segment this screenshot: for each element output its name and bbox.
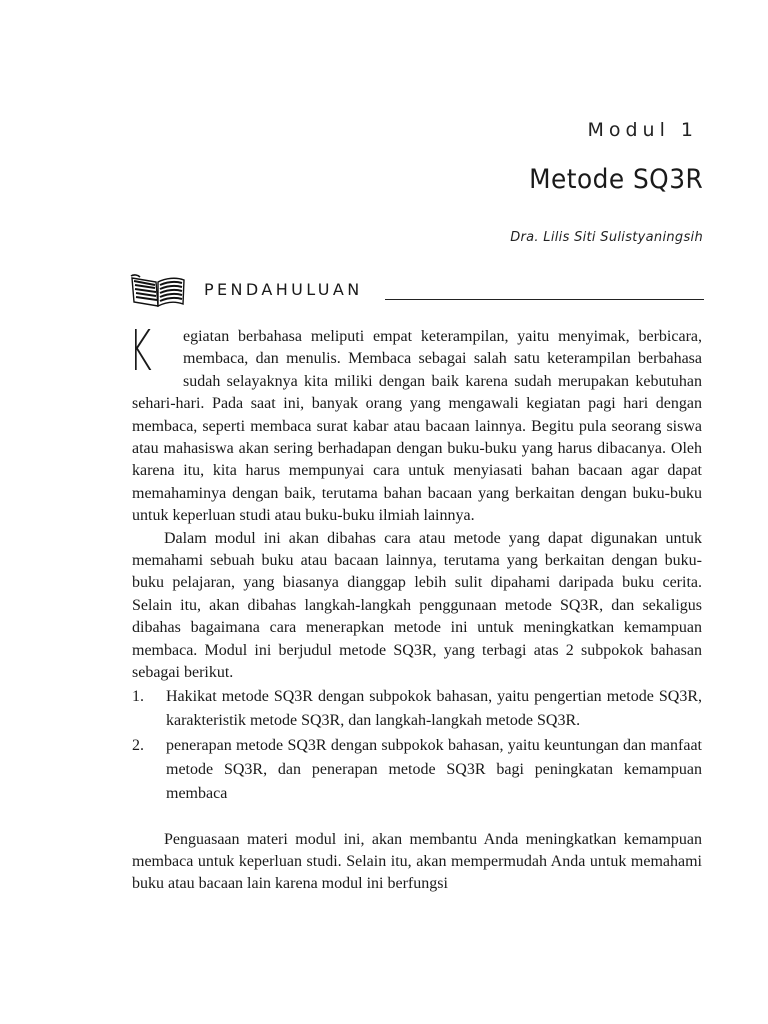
list-item-text: penerapan metode SQ3R dengan subpokok bahasan, yaitu keuntungan dan manfaat metode SQ3R, dan penerapan metode SQ3R bagi peningkatan kemampuan membaca: [166, 736, 702, 802]
list-item-number: 2.: [132, 736, 144, 754]
paragraph-benefit: Penguasaan materi modul ini, akan membantu Anda meningkatkan kemampuan membaca untuk keperluan studi. Selain itu, akan mempermudah Anda untuk memahami buku atau bacaan lain karena modul ini berfungsi: [132, 830, 702, 893]
section-rule: [385, 299, 704, 300]
paragraph-scope: Dalam modul ini akan dibahas cara atau metode yang dapat digunakan untuk memahami sebuah buku atau bacaan lainnya, terutama yang berkaitan dengan buku-buku pelajaran, yang biasanya dianggap lebih sulit dipahami daripada buku cerita. Selain itu, akan dibahas langkah-langkah penggunaan metode SQ3R, dan sekaligus dibahas bagaimana cara menerapkan metode ini untuk meningkatkan kemampuan membaca. Modul ini berjudul metode SQ3R, yang terbagi atas 2 subpokok bahasan sebagai berikut.: [132, 529, 702, 682]
list-item: [132, 734, 702, 806]
paragraph-intro-text: egiatan berbahasa meliputi empat keterampilan, yaitu menyimak, berbicara, membaca, dan menulis. Membaca sebagai salah satu keterampilan berbahasa sudah selayaknya kita miliki dengan baik karena sudah merupakan kebutuhan sehari-hari. Pada saat ini, banyak orang yang mengawali kegiatan pagi hari dengan membaca, seperti membaca surat kabar atau bacaan lainnya. Begitu pula seorang siswa atau mahasiswa akan sering berhadapan dengan buku-buku yang harus dibacanya. Oleh karena itu, kita harus mempunyai cara untuk menyiasati bahan bacaan agar dapat memahaminya dengan baik, terutama bahan bacaan yang berkaitan dengan buku-buku untuk keperluan studi atau buku-buku ilmiah lainnya.: [132, 328, 702, 525]
open-book-icon: [130, 272, 186, 308]
subtopic-list: [132, 685, 702, 806]
section-title: PENDAHULUAN: [204, 280, 363, 299]
drop-cap: K: [129, 319, 152, 384]
page-title: Metode SQ3R: [528, 164, 703, 195]
paragraph-intro: [129, 319, 702, 528]
list-item-number: 1.: [132, 687, 144, 705]
author-name: Dra. Lilis Siti Sulistyaningsih: [510, 230, 703, 245]
body-text: [129, 319, 702, 896]
module-label: Modul 1: [587, 119, 698, 141]
list-item-text: Hakikat metode SQ3R dengan subpokok bahasan, yaitu pengertian metode SQ3R, karakteristik metode SQ3R, dan langkah-langkah metode SQ3R.: [166, 687, 702, 729]
section-heading: [130, 270, 704, 310]
list-item: [132, 685, 702, 733]
paragraph-gap: [132, 807, 702, 829]
